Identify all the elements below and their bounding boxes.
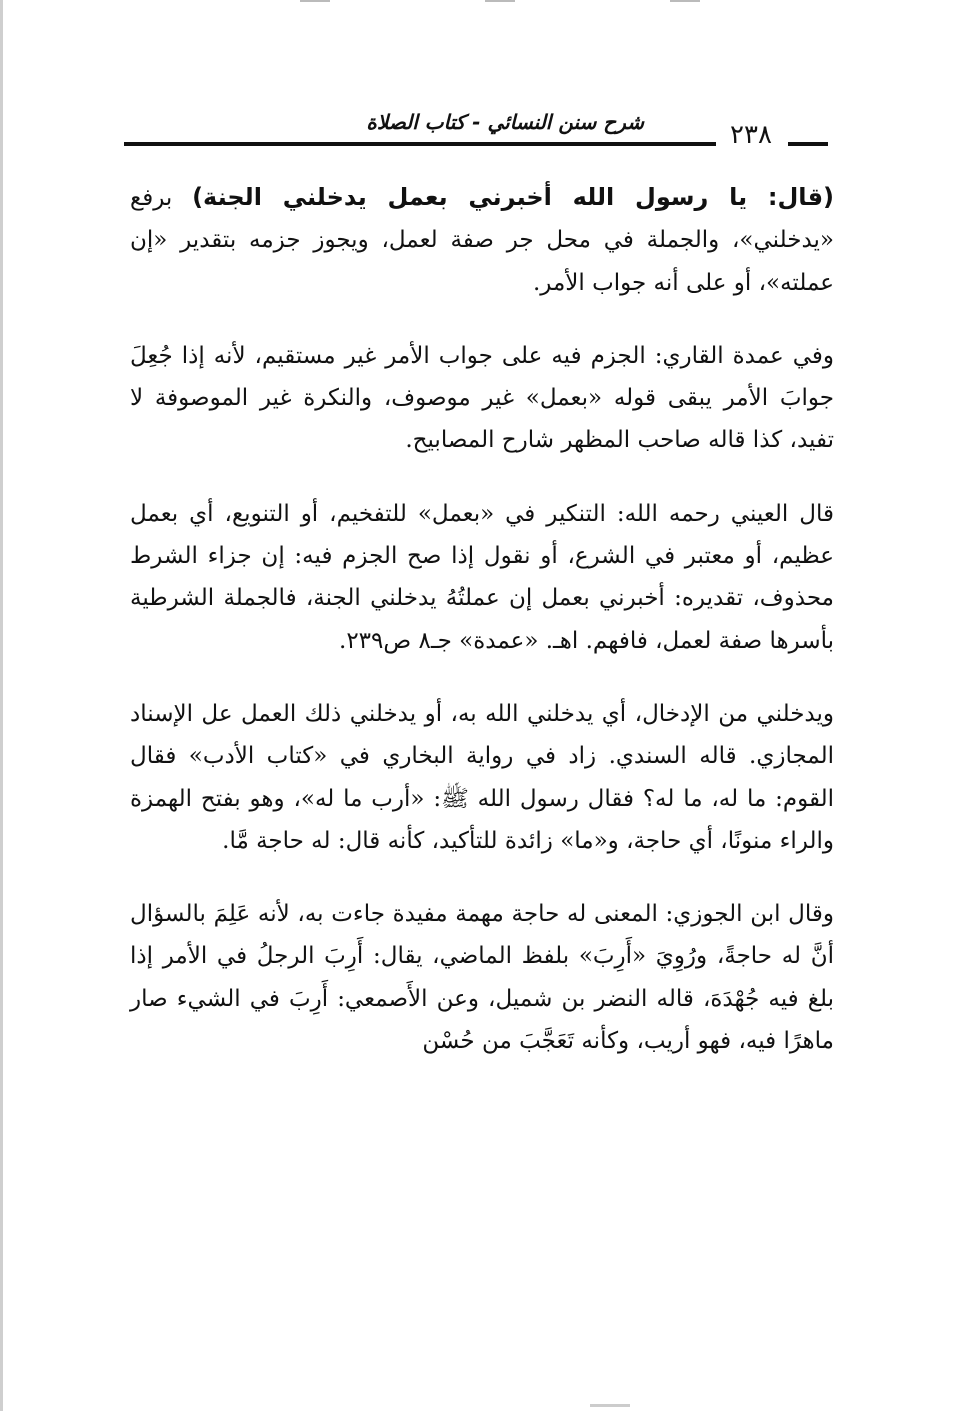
paragraph-2 bbox=[130, 335, 834, 462]
paragraph-4 bbox=[130, 693, 834, 862]
scan-mark bbox=[300, 0, 330, 2]
paragraph-5 bbox=[130, 893, 834, 1062]
paragraph-1 bbox=[130, 176, 834, 304]
paragraph-text: وفي عمدة القاري: الجزم فيه على جواب الأمر غير مستقيم، لأنه إذا جُعِلَ جوابَ الأمر يبقى قوله «بعمل» غير موصوف، والنكرة غير الموصوفة لا تفيد، كذا قاله صاحب المظهر شارح المصابيح. bbox=[130, 342, 834, 454]
scan-mark bbox=[670, 0, 700, 2]
top-scan-marks bbox=[300, 0, 700, 3]
page-number: ٢٣٨ bbox=[730, 120, 772, 150]
paragraph-3 bbox=[130, 493, 834, 662]
paragraph-text: برفع «يدخلني»، والجملة في محل جر صفة لعمل، ويجوز جزمه بتقدير «إن عملته»، أو على أنه جواب الأمر. bbox=[130, 185, 834, 296]
page-header bbox=[124, 108, 828, 154]
running-title: شرح سنن النسائي - كتاب الصلاة bbox=[366, 110, 644, 134]
scan-mark bbox=[485, 0, 515, 2]
header-rule bbox=[124, 142, 716, 146]
page-number-dash bbox=[788, 142, 828, 146]
bottom-scan-mark bbox=[590, 1404, 630, 1407]
page-body bbox=[130, 176, 834, 1093]
hadith-quote: (قال: يا رسول الله أخبرني بعمل يدخلني الجنة) bbox=[192, 183, 834, 211]
paragraph-text: وقال ابن الجوزي: المعنى له حاجة مهمة مفيدة جاءت به، لأنه عَلِمَ بالسؤال أنَّ له حاجةً، ورُوِيَ «أَرِبَ» بلفظ الماضي، يقال: أَرِبَ الرجلُ في الأمر إذا بلغ فيه جُهْدَهَ، قاله النضر بن شميل، وعن الأَصمعي: أَرِبَ في الشيء صار ماهرًا فيه، فهو أريب، وكأنه تَعَجَّبَ من حُسْن bbox=[130, 901, 834, 1055]
scan-edge bbox=[0, 0, 3, 1411]
paragraph-text: ويدخلني من الإدخال، أي يدخلني الله به، أو يدخلني ذلك العمل عل الإسناد المجازي. قاله السندي. زاد في رواية البخاري في «كتاب الأدب» فقال القوم: ما له، ما له؟ فقال رسول الله ﷺ: «أرب ما له»، وهو بفتح الهمزة والراء منونًا، أي حاجة، و«ما» زائدة للتأكيد، كأنه قال: له حاجة مَّا. bbox=[130, 700, 834, 854]
paragraph-text: قال العيني رحمه الله: التنكير في «بعمل» للتفخيم، أو التنويع، أي بعمل عظيم، أو معتبر في الشرع، أو نقول إذا صح الجزم فيه: إن جزاء الشرط محذوف، تقديره: أخبرني بعمل إن عملتُهُ يدخلني الجنة، فالجملة الشرطية بأسرها صفة لعمل، فافهم. اهـ. «عمدة» جـ٨ ص٢٣٩. bbox=[130, 500, 834, 654]
